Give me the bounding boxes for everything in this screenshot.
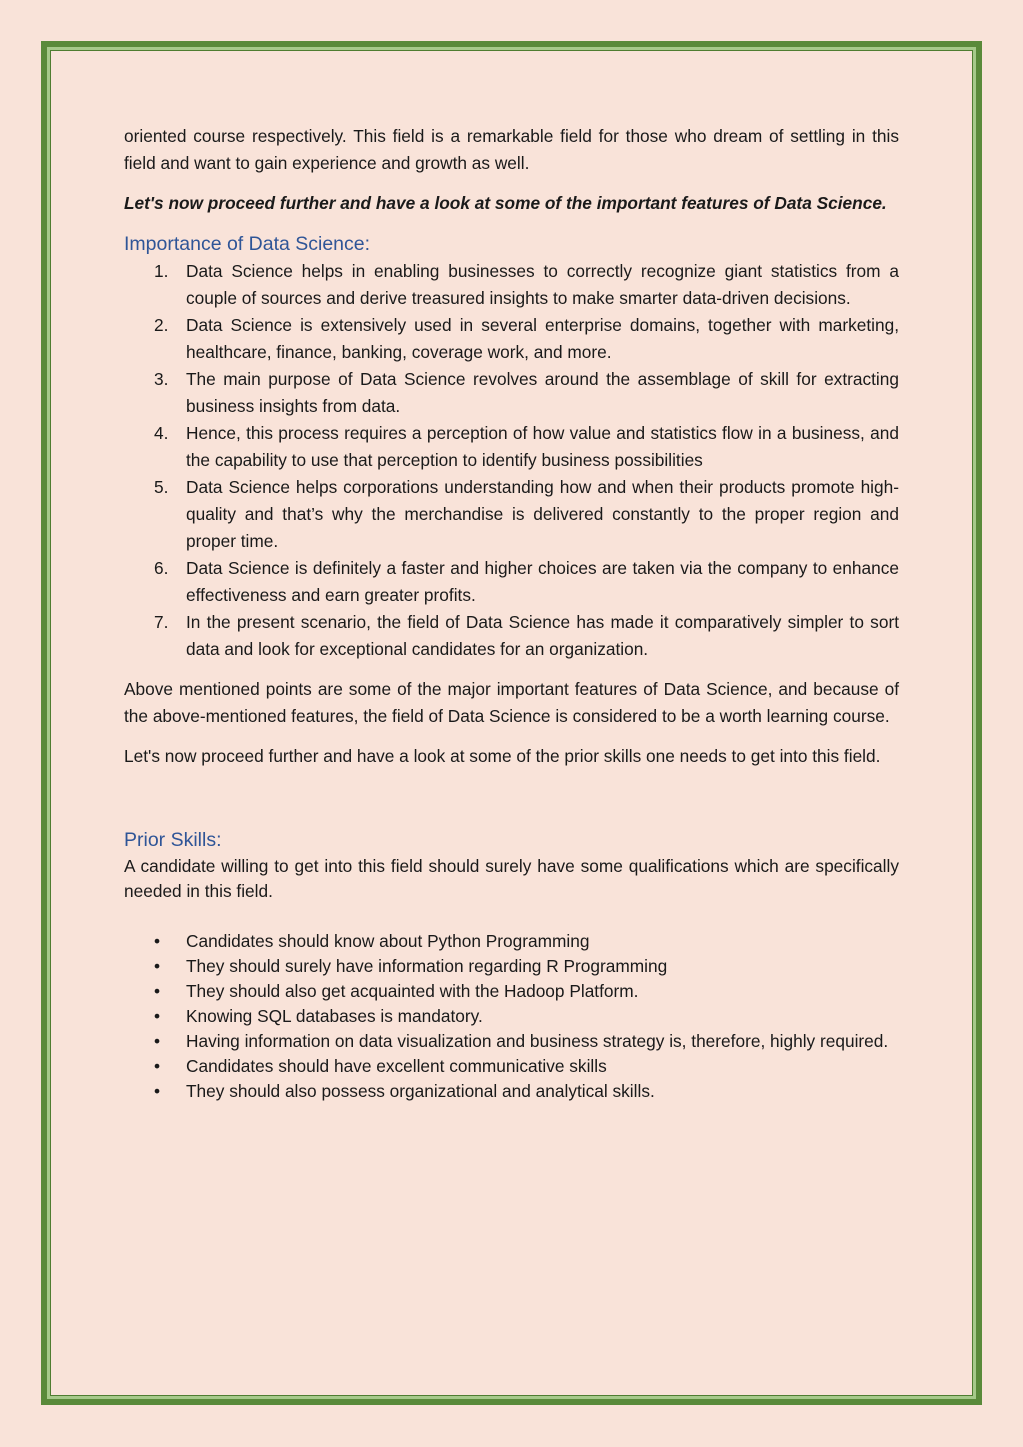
bullet-icon: • bbox=[154, 931, 161, 951]
feature-text: Data Science is definitely a faster and higher choices are taken via the company to enhance effectiveness and earn greater profits. bbox=[186, 558, 899, 605]
skill-text: They should also possess organizational and analytical skills. bbox=[186, 1081, 655, 1101]
skill-item bbox=[124, 979, 899, 1004]
skills-intro-paragraph: A candidate willing to get into this field should surely have some qualifications which are specifically needed in this field. bbox=[124, 856, 899, 901]
feature-number: 2. bbox=[154, 315, 169, 335]
skill-text: Candidates should know about Python Programming bbox=[186, 931, 590, 951]
skill-item bbox=[124, 954, 899, 979]
emphasis-paragraph: Let's now proceed further and have a look at some of the important features of Data Science. bbox=[124, 193, 887, 213]
bullet-icon: • bbox=[154, 1056, 161, 1076]
feature-text: Data Science helps in enabling businesses to correctly recognize giant statistics from a couple of sources and derive treasured insights to make smarter data-driven decisions. bbox=[186, 261, 899, 308]
skill-text: Candidates should have excellent communicative skills bbox=[186, 1056, 607, 1076]
features-list bbox=[124, 258, 899, 663]
feature-number: 7. bbox=[154, 612, 169, 632]
bullet-icon: • bbox=[154, 956, 161, 976]
feature-text: Data Science helps corporations understanding how and when their products promote high-quality and that’s why the merchandise is delivered constantly to the proper region and proper time. bbox=[186, 477, 899, 551]
skill-text: They should surely have information regarding R Programming bbox=[186, 956, 668, 976]
feature-item bbox=[124, 555, 899, 609]
transition-paragraph: Let's now proceed further and have a look at some of the prior skills one needs to get into this field. bbox=[124, 746, 881, 766]
feature-text: Data Science is extensively used in several enterprise domains, together with marketing, healthcare, finance, banking, coverage work, and more. bbox=[186, 315, 899, 362]
skill-item bbox=[124, 1079, 899, 1104]
feature-item bbox=[124, 366, 899, 420]
skill-item bbox=[124, 1029, 899, 1054]
skill-text: Knowing SQL databases is mandatory. bbox=[186, 1006, 483, 1026]
summary-paragraph: Above mentioned points are some of the major important features of Data Science, and because of the above-mentioned features, the field of Data Science is considered to be a worth learning course. bbox=[124, 679, 899, 726]
skills-list bbox=[124, 929, 899, 1104]
importance-heading: Importance of Data Science: bbox=[124, 233, 371, 255]
feature-number: 3. bbox=[154, 369, 169, 389]
document-body bbox=[124, 123, 899, 1104]
feature-number: 5. bbox=[154, 477, 169, 497]
skill-item bbox=[124, 1054, 899, 1079]
bullet-icon: • bbox=[154, 1031, 161, 1051]
bullet-icon: • bbox=[154, 1081, 161, 1101]
feature-number: 4. bbox=[154, 423, 169, 443]
bullet-icon: • bbox=[154, 981, 161, 1001]
feature-number: 6. bbox=[154, 558, 169, 578]
intro-paragraph: oriented course respectively. This field is a remarkable field for those who dream of settling in this field and want to gain experience and growth as well. bbox=[124, 126, 899, 173]
feature-text: The main purpose of Data Science revolves around the assemblage of skill for extracting business insights from data. bbox=[186, 369, 899, 416]
skill-item bbox=[124, 929, 899, 954]
feature-text: In the present scenario, the field of Data Science has made it comparatively simpler to sort data and look for exceptional candidates for an organization. bbox=[186, 612, 899, 659]
skill-text: Having information on data visualization and business strategy is, therefore, highly required. bbox=[186, 1031, 889, 1051]
skills-heading: Prior Skills: bbox=[124, 829, 222, 851]
skill-item bbox=[124, 1004, 899, 1029]
feature-item bbox=[124, 312, 899, 366]
feature-item bbox=[124, 420, 899, 474]
skill-text: They should also get acquainted with the Hadoop Platform. bbox=[186, 981, 639, 1001]
bullet-icon: • bbox=[154, 1006, 161, 1026]
feature-item bbox=[124, 258, 899, 312]
feature-item bbox=[124, 474, 899, 555]
feature-number: 1. bbox=[154, 261, 169, 281]
feature-text: Hence, this process requires a perception of how value and statistics flow in a business, and the capability to use that perception to identify business possibilities bbox=[186, 423, 899, 470]
feature-item bbox=[124, 609, 899, 663]
